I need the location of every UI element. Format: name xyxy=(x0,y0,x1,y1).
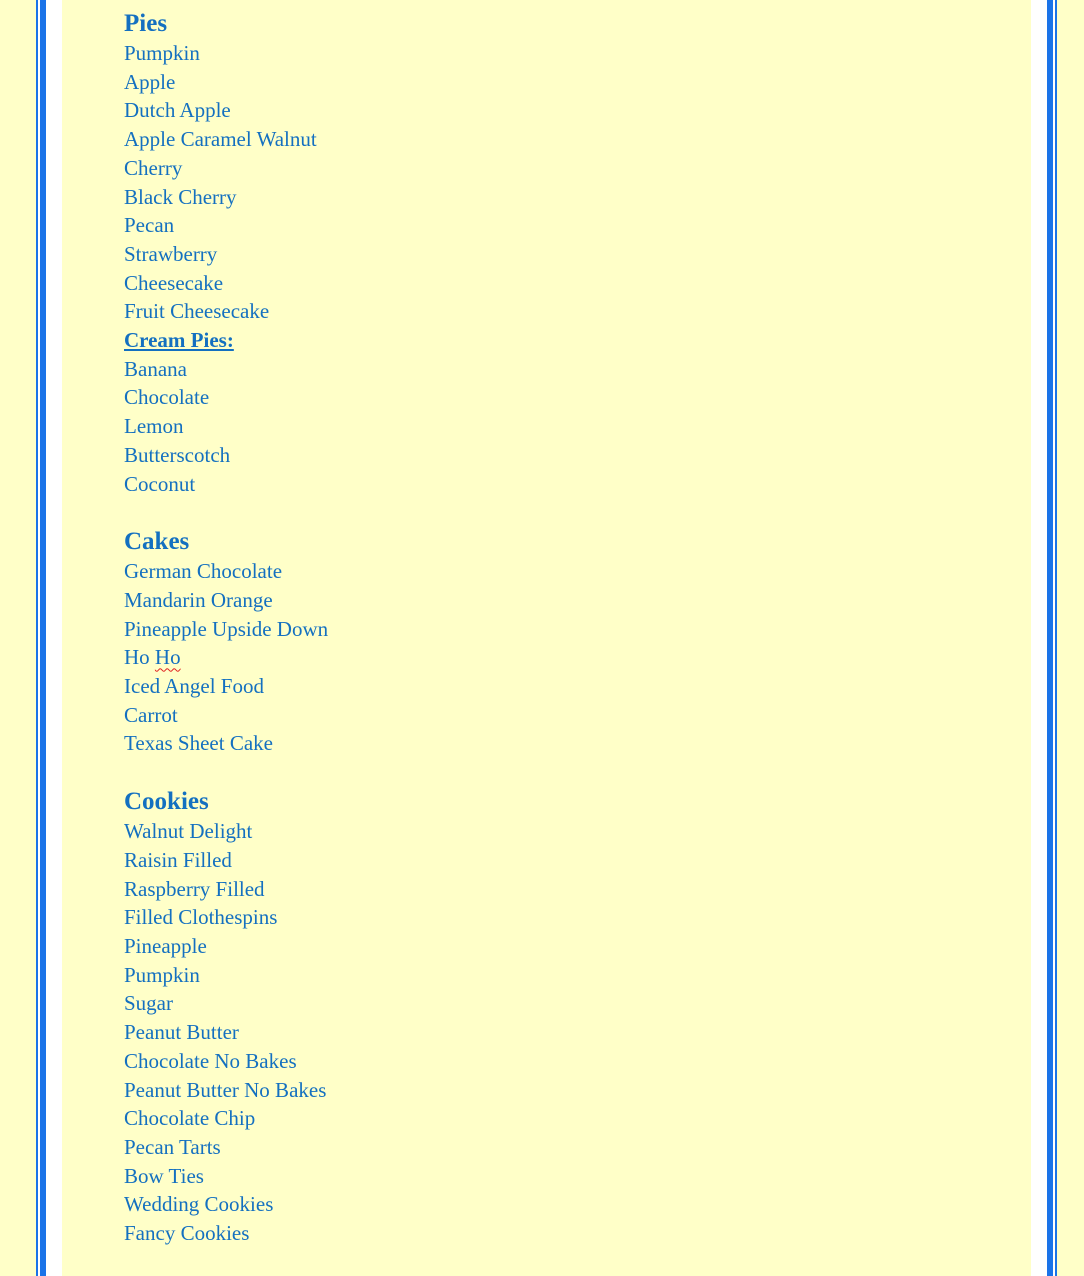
menu-content xyxy=(124,8,1004,1248)
cookies-section xyxy=(124,786,1004,1248)
list-item: Pineapple Upside Down xyxy=(124,616,329,641)
pies-section xyxy=(124,8,1004,498)
list-item: Raspberry Filled xyxy=(124,876,265,901)
list-item: Bow Ties xyxy=(124,1163,204,1188)
list-item: Dutch Apple xyxy=(124,98,231,123)
list-item: Lemon xyxy=(124,414,184,439)
list-item: Sugar xyxy=(124,991,173,1016)
list-item: Raisin Filled xyxy=(124,847,232,872)
list-item: Fancy Cookies xyxy=(124,1221,250,1246)
list-item: German Chocolate xyxy=(124,559,283,584)
list-item xyxy=(124,643,1004,672)
list-item: Wedding Cookies xyxy=(124,1192,274,1217)
list-item: Cheesecake xyxy=(124,270,224,295)
list-item: Pecan xyxy=(124,213,175,238)
list-item: Pumpkin xyxy=(124,41,200,65)
list-item: Filled Clothespins xyxy=(124,905,278,930)
list-item: Strawberry xyxy=(124,241,218,266)
cookies-heading: Cookies xyxy=(124,788,209,816)
list-item: Chocolate Chip xyxy=(124,1106,256,1131)
list-item: Pecan Tarts xyxy=(124,1134,221,1159)
list-item: Cherry xyxy=(124,155,183,180)
right-border-pad xyxy=(1031,0,1047,1276)
list-item: Chocolate No Bakes xyxy=(124,1048,297,1073)
list-item: Pumpkin xyxy=(124,962,200,987)
pies-heading: Pies xyxy=(124,10,168,37)
list-item: Black Cherry xyxy=(124,184,237,209)
cream-pies-heading: Cream Pies: xyxy=(124,328,234,353)
list-item: Banana xyxy=(124,356,187,381)
right-border-thin xyxy=(1055,0,1057,1276)
list-item: Coconut xyxy=(124,471,196,496)
list-item: Mandarin Orange xyxy=(124,587,273,612)
list-item: Peanut Butter xyxy=(124,1020,239,1045)
list-item: Texas Sheet Cake xyxy=(124,731,273,756)
list-item: Pineapple xyxy=(124,933,207,958)
list-item: Chocolate xyxy=(124,385,210,410)
list-item: Butterscotch xyxy=(124,442,231,467)
list-item: Walnut Delight xyxy=(124,819,253,844)
list-item: Peanut Butter No Bakes xyxy=(124,1077,327,1102)
spellcheck-flagged-word[interactable]: Ho xyxy=(154,645,181,670)
cakes-section xyxy=(124,526,1004,758)
list-item: Apple Caramel Walnut xyxy=(124,127,317,152)
list-item: Apple xyxy=(124,69,176,94)
list-item: Fruit Cheesecake xyxy=(124,299,270,324)
cakes-heading: Cakes xyxy=(124,528,190,556)
list-item: Carrot xyxy=(124,702,178,727)
list-item: Iced Angel Food xyxy=(124,674,264,699)
hoho-first-word: Ho xyxy=(124,645,155,670)
left-border-pad xyxy=(46,0,62,1276)
